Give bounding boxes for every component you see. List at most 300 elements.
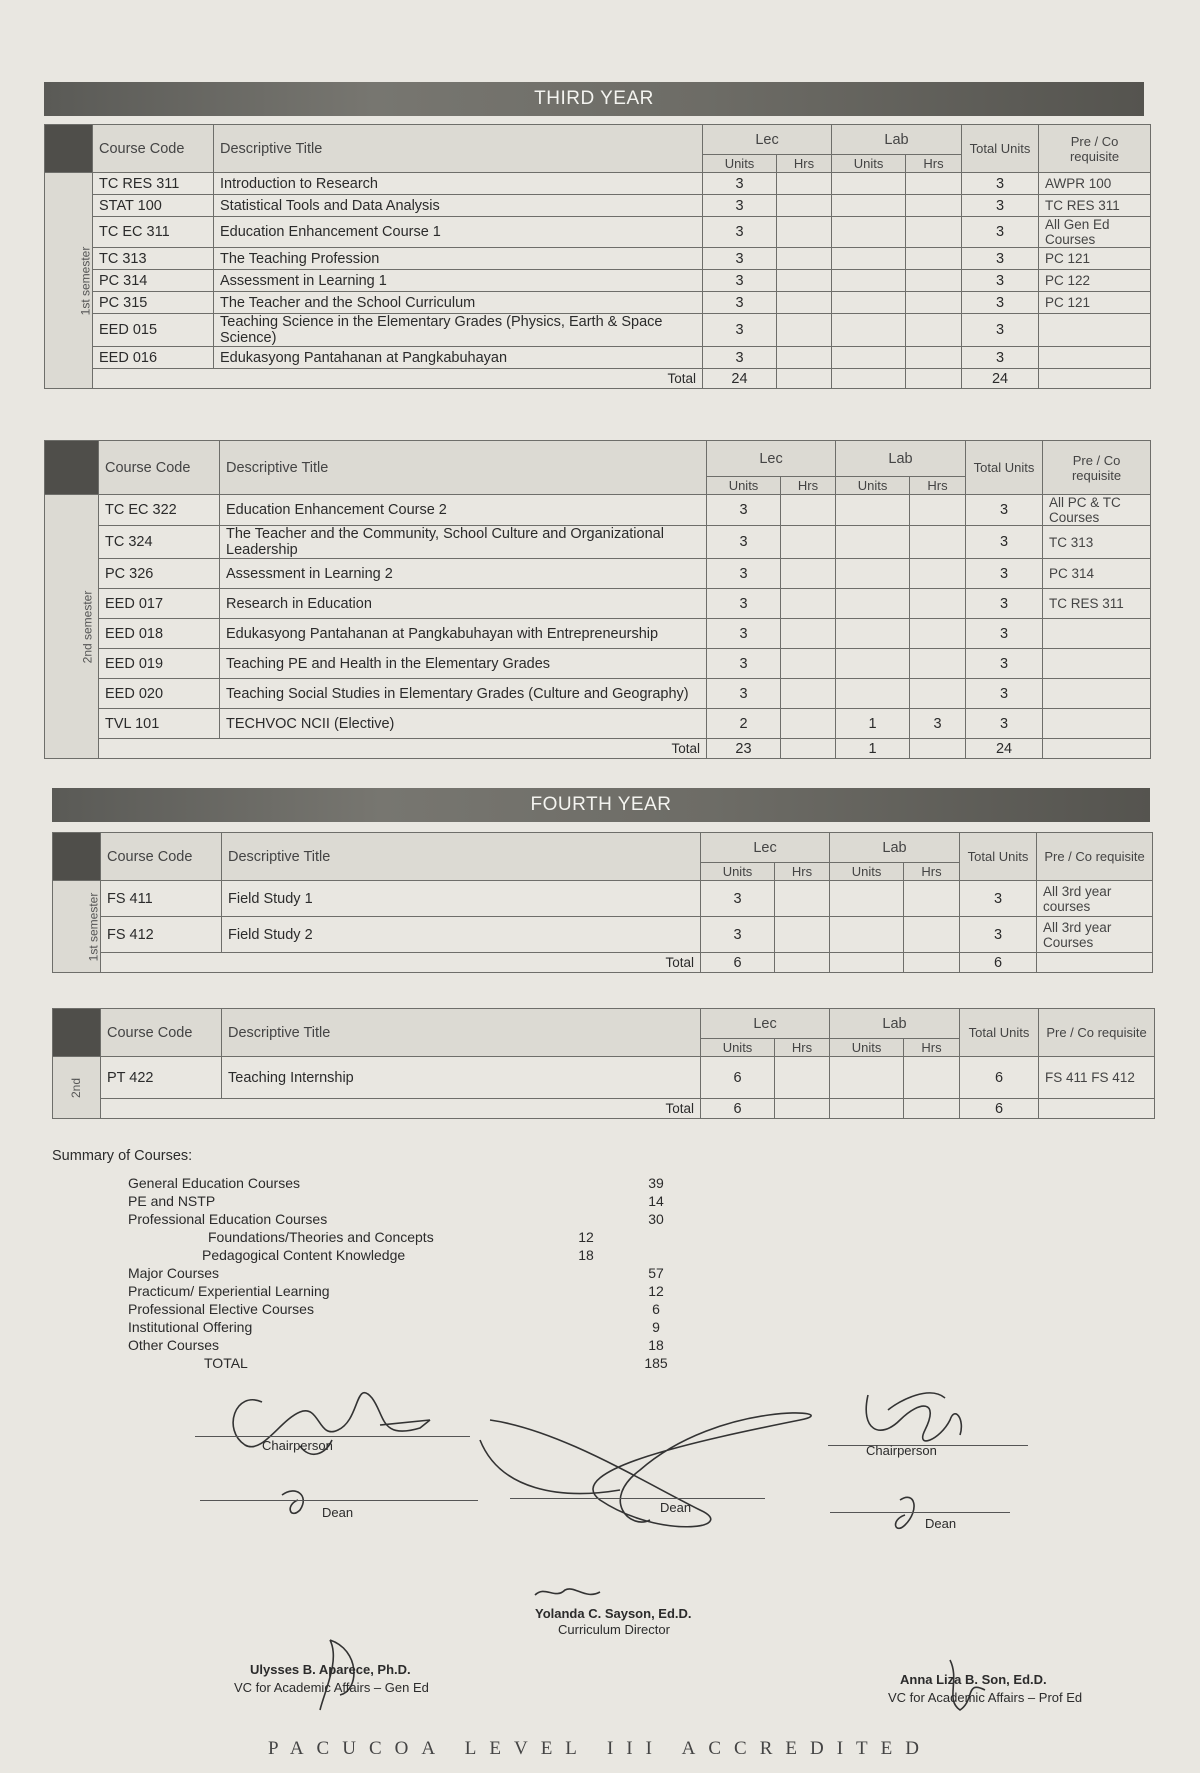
summary-row: [52, 1264, 752, 1282]
lec-units: 3: [703, 292, 777, 314]
header-descriptive-title: Descriptive Title: [220, 441, 707, 495]
summary-count: 39: [648, 1175, 664, 1191]
header-lab: Lab: [832, 125, 962, 155]
course-code: TC RES 311: [93, 173, 214, 195]
header-row: [53, 1009, 1155, 1039]
header-row: [45, 441, 1151, 477]
prerequisite: TC 313: [1043, 526, 1151, 559]
lec-units: 3: [707, 559, 781, 589]
curriculum-director-title: Curriculum Director: [558, 1622, 670, 1637]
summary-count: 14: [648, 1193, 664, 1209]
summary-row: [52, 1210, 752, 1228]
summary-label: Professional Education Courses: [128, 1211, 328, 1227]
lec-hrs: [775, 881, 830, 917]
total-label: Total: [101, 953, 701, 973]
lec-hrs: [781, 559, 836, 589]
header-prerequisite: Pre / Co requisite: [1039, 125, 1151, 173]
summary-label: PE and NSTP: [128, 1193, 216, 1209]
header-row: [53, 833, 1153, 863]
course-code: FS 412: [101, 917, 222, 953]
prerequisite: [1043, 709, 1151, 739]
lec-hrs-header: Hrs: [775, 863, 830, 881]
lab-units-header: Units: [830, 1039, 904, 1057]
course-row: [45, 195, 1151, 217]
lab-hrs: [904, 917, 960, 953]
summary-label: General Education Courses: [128, 1175, 300, 1191]
summary-heading: Summary of Courses:: [52, 1148, 193, 1164]
lab-units: [832, 195, 906, 217]
header-course-code: Course Code: [101, 833, 222, 881]
course-row: [45, 526, 1151, 559]
course-title: Edukasyong Pantahanan at Pangkabuhayan with Entrepreneurship: [220, 619, 707, 649]
course-code: PC 326: [99, 559, 220, 589]
course-title: Research in Education: [220, 589, 707, 619]
total-label: Total: [93, 369, 703, 389]
lab-units: 1: [836, 709, 910, 739]
lec-units: 3: [703, 270, 777, 292]
third-year-sem2-table: [44, 440, 1150, 759]
course-code: EED 016: [93, 347, 214, 369]
summary-row: [52, 1246, 752, 1264]
course-code: TC EC 322: [99, 495, 220, 526]
fourth-year-sem1-table: [52, 832, 1152, 973]
lab-hrs: [910, 589, 966, 619]
course-title: Edukasyong Pantahanan at Pangkabuhayan: [214, 347, 703, 369]
header-lab: Lab: [830, 1009, 960, 1039]
lab-units: [836, 649, 910, 679]
lec-units: 3: [703, 173, 777, 195]
lab-units-header: Units: [830, 863, 904, 881]
total-units: 3: [966, 495, 1043, 526]
prerequisite: All PC & TC Courses: [1043, 495, 1151, 526]
prerequisite: PC 314: [1043, 559, 1151, 589]
prerequisite: PC 121: [1039, 248, 1151, 270]
course-code: STAT 100: [93, 195, 214, 217]
summary-label: Pedagogical Content Knowledge: [202, 1247, 406, 1263]
header-lec: Lec: [703, 125, 832, 155]
header-course-code: Course Code: [93, 125, 214, 173]
fourth-year-banner: FOURTH YEAR: [52, 788, 1150, 822]
total-lec-units: 23: [707, 739, 781, 759]
lec-hrs-header: Hrs: [777, 155, 832, 173]
third-year-banner: THIRD YEAR: [44, 82, 1144, 116]
summary-count: 9: [652, 1319, 660, 1335]
semester-label: [45, 495, 99, 759]
course-row: [45, 173, 1151, 195]
total-pre: [1037, 953, 1153, 973]
course-code: PC 314: [93, 270, 214, 292]
course-code: TC EC 311: [93, 217, 214, 248]
left-dean-label: Dean: [322, 1505, 354, 1520]
lec-units: 6: [701, 1057, 775, 1099]
lab-hrs-header: Hrs: [904, 1039, 960, 1057]
vc-gen-ed-title: VC for Academic Affairs – Gen Ed: [234, 1680, 429, 1695]
header-lab: Lab: [836, 441, 966, 477]
summary-row: [52, 1174, 752, 1192]
lec-units: 3: [703, 314, 777, 347]
third-year-sem1-table: [44, 124, 1150, 389]
course-title: Field Study 1: [222, 881, 701, 917]
prerequisite: TC RES 311: [1039, 195, 1151, 217]
total-units: 3: [966, 559, 1043, 589]
summary-count: 12: [648, 1283, 664, 1299]
course-title: Education Enhancement Course 2: [220, 495, 707, 526]
summary-row: [52, 1354, 752, 1372]
lec-units: 3: [707, 679, 781, 709]
lab-units: [836, 559, 910, 589]
lec-hrs: [781, 619, 836, 649]
total-pre: [1039, 1099, 1155, 1119]
course-row: [45, 314, 1151, 347]
course-title: Field Study 2: [222, 917, 701, 953]
header-lec: Lec: [701, 1009, 830, 1039]
course-row: [45, 270, 1151, 292]
total-lab-units: [830, 953, 904, 973]
lab-hrs: [910, 559, 966, 589]
header-course-code: Course Code: [99, 441, 220, 495]
total-units: 3: [962, 270, 1039, 292]
total-units: 3: [962, 314, 1039, 347]
lab-hrs: [910, 619, 966, 649]
prerequisite: [1039, 314, 1151, 347]
total-units-sum: 6: [960, 953, 1037, 973]
total-units: 3: [962, 248, 1039, 270]
total-units: 3: [966, 679, 1043, 709]
lab-hrs-header: Hrs: [904, 863, 960, 881]
course-row: [45, 292, 1151, 314]
course-row: [45, 589, 1151, 619]
course-code: TVL 101: [99, 709, 220, 739]
lab-hrs: [906, 195, 962, 217]
header-descriptive-title: Descriptive Title: [222, 833, 701, 881]
total-label: Total: [99, 739, 707, 759]
summary-row: [52, 1282, 752, 1300]
lab-hrs: [910, 526, 966, 559]
lec-units: 3: [707, 526, 781, 559]
summary-label: Foundations/Theories and Concepts: [208, 1229, 434, 1245]
lec-hrs: [781, 709, 836, 739]
summary-label: Institutional Offering: [128, 1319, 253, 1335]
vc-prof-ed-title: VC for Academic Affairs – Prof Ed: [888, 1690, 1083, 1705]
summary-count: 57: [648, 1265, 664, 1281]
lec-units: 3: [703, 195, 777, 217]
total-units: 3: [962, 173, 1039, 195]
total-lec-hrs: [775, 1099, 830, 1119]
lab-units: [830, 1057, 904, 1099]
lab-units: [836, 679, 910, 709]
left-chair-line: [195, 1436, 470, 1437]
lab-hrs: [904, 1057, 960, 1099]
summary-label: Professional Elective Courses: [128, 1301, 314, 1317]
course-title: Education Enhancement Course 1: [214, 217, 703, 248]
total-lec-units: 6: [701, 953, 775, 973]
vc-gen-ed-name: Ulysses B. Aparece, Ph.D.: [250, 1662, 411, 1677]
lec-hrs: [781, 589, 836, 619]
header-total-units: Total Units: [960, 833, 1037, 881]
lec-units: 3: [703, 217, 777, 248]
header-lec: Lec: [707, 441, 836, 477]
header-descriptive-title: Descriptive Title: [222, 1009, 701, 1057]
total-units: 3: [966, 589, 1043, 619]
prerequisite: [1043, 679, 1151, 709]
course-title: The Teacher and the Community, School Culture and Organizational Leadership: [220, 526, 707, 559]
lab-units: [832, 314, 906, 347]
lec-units: 3: [707, 589, 781, 619]
total-row: [53, 1099, 1155, 1119]
summary-label: Other Courses: [128, 1337, 220, 1353]
summary-sub-count: 18: [578, 1247, 594, 1263]
course-code: EED 018: [99, 619, 220, 649]
header-lec: Lec: [701, 833, 830, 863]
lab-hrs: [910, 679, 966, 709]
lec-hrs: [777, 195, 832, 217]
total-lec-units: 24: [703, 369, 777, 389]
lab-hrs: [906, 270, 962, 292]
lec-hrs: [781, 679, 836, 709]
summary-row: [52, 1228, 752, 1246]
lec-units: 3: [707, 619, 781, 649]
lab-hrs: [906, 217, 962, 248]
total-lab-units: 1: [836, 739, 910, 759]
lab-hrs: [906, 314, 962, 347]
course-row: [53, 1057, 1155, 1099]
course-code: FS 411: [101, 881, 222, 917]
lec-hrs: [775, 1057, 830, 1099]
lab-units: [832, 347, 906, 369]
lec-hrs: [777, 292, 832, 314]
lec-units-header: Units: [701, 1039, 775, 1057]
course-code: EED 020: [99, 679, 220, 709]
total-units: 3: [966, 709, 1043, 739]
total-units: 3: [966, 649, 1043, 679]
prerequisite: All 3rd year courses: [1037, 881, 1153, 917]
summary-count: 185: [644, 1355, 668, 1371]
header-descriptive-title: Descriptive Title: [214, 125, 703, 173]
lab-hrs-header: Hrs: [906, 155, 962, 173]
summary-count: 30: [648, 1211, 664, 1227]
course-row: [53, 917, 1153, 953]
lec-hrs: [777, 173, 832, 195]
lab-units: [836, 526, 910, 559]
lec-units: 3: [703, 347, 777, 369]
lec-hrs: [777, 314, 832, 347]
semester-label-text: 2nd: [69, 1077, 84, 1098]
lab-hrs-header: Hrs: [910, 477, 966, 495]
header-total-units: Total Units: [966, 441, 1043, 495]
lab-units: [832, 292, 906, 314]
header-total-units: Total Units: [962, 125, 1039, 173]
total-units: 3: [966, 619, 1043, 649]
course-row: [53, 881, 1153, 917]
lab-hrs: [906, 248, 962, 270]
course-title: Assessment in Learning 1: [214, 270, 703, 292]
left-chairperson-label: Chairperson: [262, 1438, 333, 1453]
lab-units: [832, 173, 906, 195]
total-lab-hrs: [904, 1099, 960, 1119]
lab-units: [830, 917, 904, 953]
total-units: 3: [962, 292, 1039, 314]
course-row: [45, 559, 1151, 589]
course-code: PC 315: [93, 292, 214, 314]
lab-hrs: [906, 347, 962, 369]
lec-hrs: [781, 495, 836, 526]
total-row: [45, 369, 1151, 389]
vc-prof-ed-name: Anna Liza B. Son, Ed.D.: [900, 1672, 1047, 1687]
lec-units: 3: [701, 881, 775, 917]
summary-count: 6: [652, 1301, 660, 1317]
total-units: 3: [962, 217, 1039, 248]
semester-corner: [45, 125, 93, 173]
lab-units: [832, 248, 906, 270]
total-units: 3: [962, 195, 1039, 217]
header-prerequisite: Pre / Co requisite: [1037, 833, 1153, 881]
lec-units: 3: [707, 495, 781, 526]
header-prerequisite: Pre / Co requisite: [1039, 1009, 1155, 1057]
summary-count: 18: [648, 1337, 664, 1353]
lec-hrs: [777, 217, 832, 248]
total-lab-units: [830, 1099, 904, 1119]
header-prerequisite: Pre / Co requisite: [1043, 441, 1151, 495]
lec-hrs: [777, 270, 832, 292]
course-title: Teaching Internship: [222, 1057, 701, 1099]
course-code: EED 017: [99, 589, 220, 619]
semester-corner: [45, 441, 99, 495]
total-lab-hrs: [904, 953, 960, 973]
total-units: 3: [962, 347, 1039, 369]
header-row: [45, 125, 1151, 155]
summary-row: [52, 1192, 752, 1210]
course-code: TC 313: [93, 248, 214, 270]
total-row: [53, 953, 1153, 973]
lab-units: [836, 495, 910, 526]
course-code: PT 422: [101, 1057, 222, 1099]
prerequisite: All Gen Ed Courses: [1039, 217, 1151, 248]
lec-hrs: [781, 526, 836, 559]
prerequisite: [1043, 649, 1151, 679]
right-dean-line: [830, 1512, 1010, 1513]
semester-corner: [53, 833, 101, 881]
course-title: Statistical Tools and Data Analysis: [214, 195, 703, 217]
lec-units-header: Units: [701, 863, 775, 881]
lab-hrs: 3: [910, 709, 966, 739]
course-title: The Teacher and the School Curriculum: [214, 292, 703, 314]
lec-hrs: [775, 917, 830, 953]
course-title: Teaching PE and Health in the Elementary Grades: [220, 649, 707, 679]
lec-hrs: [781, 649, 836, 679]
total-units-sum: 6: [960, 1099, 1039, 1119]
prerequisite: AWPR 100: [1039, 173, 1151, 195]
lab-hrs: [910, 495, 966, 526]
course-row: [45, 495, 1151, 526]
lec-units: 3: [701, 917, 775, 953]
curriculum-director-name: Yolanda C. Sayson, Ed.D.: [535, 1606, 692, 1621]
course-row: [45, 217, 1151, 248]
summary-label: Practicum/ Experiential Learning: [128, 1283, 330, 1299]
semester-label-text: 1st semester: [78, 246, 93, 315]
total-units-sum: 24: [962, 369, 1039, 389]
total-units: 3: [966, 526, 1043, 559]
course-row: [45, 347, 1151, 369]
header-course-code: Course Code: [101, 1009, 222, 1057]
accreditation-footer: PACUCOA LEVEL III ACCREDITED: [268, 1738, 932, 1759]
lab-hrs: [906, 173, 962, 195]
total-lec-hrs: [777, 369, 832, 389]
total-lec-hrs: [775, 953, 830, 973]
mid-dean-line: [510, 1498, 765, 1499]
lec-units-header: Units: [707, 477, 781, 495]
lab-units: [830, 881, 904, 917]
lab-hrs: [906, 292, 962, 314]
course-title: Teaching Science in the Elementary Grades (Physics, Earth & Space Science): [214, 314, 703, 347]
total-lab-hrs: [910, 739, 966, 759]
total-pre: [1043, 739, 1151, 759]
prerequisite: [1039, 347, 1151, 369]
course-title: The Teaching Profession: [214, 248, 703, 270]
course-code: EED 015: [93, 314, 214, 347]
lab-units-header: Units: [836, 477, 910, 495]
lab-units: [832, 270, 906, 292]
header-total-units: Total Units: [960, 1009, 1039, 1057]
lab-hrs: [904, 881, 960, 917]
fourth-year-sem2-table: [52, 1008, 1154, 1119]
prerequisite: [1043, 619, 1151, 649]
lab-hrs: [910, 649, 966, 679]
lec-hrs: [777, 248, 832, 270]
mid-dean-label: Dean: [660, 1500, 692, 1515]
lec-units: 2: [707, 709, 781, 739]
prerequisite: PC 122: [1039, 270, 1151, 292]
prerequisite: All 3rd year Courses: [1037, 917, 1153, 953]
lec-hrs-header: Hrs: [775, 1039, 830, 1057]
lab-units-header: Units: [832, 155, 906, 173]
course-title: Assessment in Learning 2: [220, 559, 707, 589]
summary-sub-count: 12: [578, 1229, 594, 1245]
semester-label: [53, 1057, 101, 1119]
course-code: EED 019: [99, 649, 220, 679]
header-lab: Lab: [830, 833, 960, 863]
total-units: 3: [960, 917, 1037, 953]
course-title: Teaching Social Studies in Elementary Grades (Culture and Geography): [220, 679, 707, 709]
lec-units-header: Units: [703, 155, 777, 173]
right-dean-label: Dean: [925, 1516, 957, 1531]
course-code: TC 324: [99, 526, 220, 559]
course-row: [45, 649, 1151, 679]
semester-label: [53, 881, 101, 973]
total-label: Total: [101, 1099, 701, 1119]
course-row: [45, 709, 1151, 739]
lab-units: [836, 589, 910, 619]
lec-units: 3: [703, 248, 777, 270]
total-row: [45, 739, 1151, 759]
summary-row: [52, 1318, 752, 1336]
course-title: TECHVOC NCII (Elective): [220, 709, 707, 739]
semester-label-text: 2nd semester: [80, 590, 95, 663]
course-row: [45, 248, 1151, 270]
summary-row: [52, 1300, 752, 1318]
course-title: Introduction to Research: [214, 173, 703, 195]
left-dean-line: [200, 1500, 478, 1501]
prerequisite: TC RES 311: [1043, 589, 1151, 619]
total-units-sum: 24: [966, 739, 1043, 759]
course-row: [45, 619, 1151, 649]
course-row: [45, 679, 1151, 709]
total-lab-units: [832, 369, 906, 389]
total-pre: [1039, 369, 1151, 389]
prerequisite: PC 121: [1039, 292, 1151, 314]
prerequisite: FS 411 FS 412: [1039, 1057, 1155, 1099]
semester-label-text: 1st semester: [86, 892, 101, 961]
total-units: 3: [960, 881, 1037, 917]
